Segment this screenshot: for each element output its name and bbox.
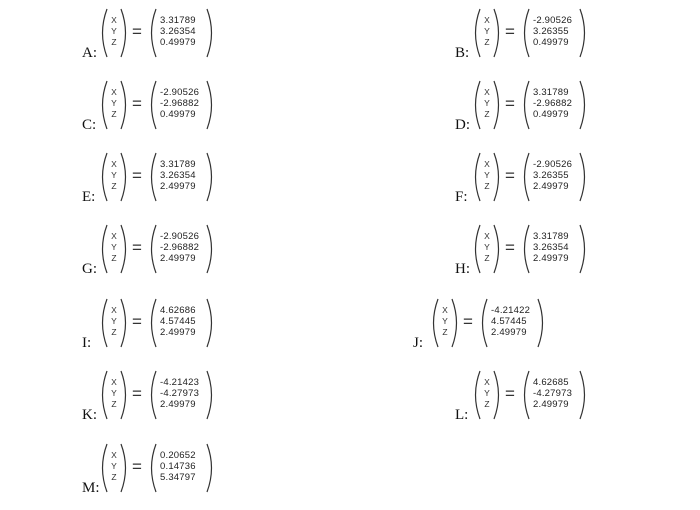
right-paren — [119, 298, 131, 348]
right-paren — [205, 224, 217, 274]
left-paren — [146, 80, 158, 130]
variable-list — [482, 159, 492, 192]
variable-y: Y — [484, 242, 490, 252]
left-paren — [519, 152, 531, 202]
option-letter: L: — [455, 407, 469, 423]
value-z: 5.34797 — [160, 472, 196, 483]
variable-y: Y — [111, 170, 117, 180]
value-list — [160, 231, 230, 264]
left-paren — [519, 370, 531, 420]
variable-list — [482, 15, 492, 48]
variable-z: Z — [484, 253, 490, 263]
left-paren — [97, 298, 109, 348]
variable-list — [109, 377, 119, 410]
variable-y: Y — [484, 170, 490, 180]
value-list — [533, 377, 603, 410]
option-i[interactable] — [82, 298, 222, 354]
variable-x: X — [111, 15, 117, 25]
variable-list — [482, 231, 492, 264]
equals-sign: = — [132, 238, 142, 257]
value-y: 3.26355 — [533, 26, 569, 37]
value-x: 0.20652 — [160, 450, 196, 461]
right-paren — [205, 8, 217, 58]
equals-sign: = — [505, 94, 515, 113]
option-letter: M: — [82, 480, 100, 496]
option-h[interactable] — [455, 224, 595, 280]
option-letter: K: — [82, 407, 97, 423]
equals-sign: = — [505, 22, 515, 41]
variable-z: Z — [111, 181, 117, 191]
variable-y: Y — [111, 388, 117, 398]
value-y: 3.26354 — [160, 26, 196, 37]
left-paren — [470, 370, 482, 420]
option-letter: B: — [455, 45, 470, 61]
equals-sign: = — [132, 312, 142, 331]
value-x: 4.62686 — [160, 305, 196, 316]
variable-y: Y — [484, 388, 490, 398]
equals-sign: = — [132, 384, 142, 403]
variable-x: X — [111, 231, 117, 241]
option-letter: A: — [82, 45, 97, 61]
variable-z: Z — [111, 37, 117, 47]
option-letter: C: — [82, 117, 97, 133]
right-paren — [492, 224, 504, 274]
variable-z: Z — [111, 253, 117, 263]
option-m[interactable] — [82, 443, 222, 499]
option-f[interactable] — [455, 152, 595, 208]
variable-z: Z — [111, 472, 117, 482]
option-j[interactable] — [413, 298, 553, 354]
variable-y: Y — [111, 26, 117, 36]
value-z: 0.49979 — [533, 109, 569, 120]
left-paren — [97, 8, 109, 58]
right-paren — [578, 370, 590, 420]
equals-sign: = — [132, 457, 142, 476]
variable-x: X — [484, 159, 490, 169]
value-z: 0.49979 — [533, 37, 569, 48]
right-paren — [450, 298, 462, 348]
value-y: 4.57445 — [491, 316, 527, 327]
option-letter: J: — [413, 335, 424, 351]
variable-list — [109, 231, 119, 264]
value-y: 3.26354 — [533, 242, 569, 253]
value-list — [533, 87, 603, 120]
left-paren — [97, 443, 109, 493]
variable-z: Z — [111, 327, 117, 337]
variable-y: Y — [111, 461, 117, 471]
option-letter: H: — [455, 261, 470, 277]
right-paren — [578, 224, 590, 274]
right-paren — [205, 443, 217, 493]
equals-sign: = — [132, 94, 142, 113]
left-paren — [146, 224, 158, 274]
right-paren — [492, 370, 504, 420]
value-x: -2.90526 — [533, 15, 573, 26]
value-list — [160, 305, 230, 338]
left-paren — [146, 443, 158, 493]
variable-z: Z — [442, 327, 448, 337]
value-list — [160, 159, 230, 192]
left-paren — [97, 152, 109, 202]
right-paren — [536, 298, 548, 348]
option-letter: E: — [82, 189, 96, 205]
value-z: 0.49979 — [160, 109, 196, 120]
left-paren — [470, 152, 482, 202]
option-c[interactable] — [82, 80, 222, 136]
value-list — [533, 159, 603, 192]
value-y: 3.26355 — [533, 170, 569, 181]
value-list — [160, 377, 230, 410]
value-list — [160, 87, 230, 120]
value-x: 3.31789 — [160, 15, 196, 26]
value-x: -4.21422 — [491, 305, 531, 316]
option-letter: D: — [455, 117, 470, 133]
left-paren — [146, 298, 158, 348]
left-paren — [97, 370, 109, 420]
left-paren — [97, 224, 109, 274]
equals-sign: = — [463, 312, 473, 331]
option-b[interactable] — [455, 8, 595, 64]
value-z: 2.49979 — [533, 253, 569, 264]
variable-x: X — [111, 377, 117, 387]
variable-y: Y — [442, 316, 448, 326]
left-paren — [97, 80, 109, 130]
option-letter: G: — [82, 261, 97, 277]
variable-y: Y — [111, 242, 117, 252]
option-a[interactable] — [82, 8, 222, 64]
value-y: -4.27973 — [160, 388, 200, 399]
variable-y: Y — [111, 316, 117, 326]
right-paren — [205, 80, 217, 130]
value-y: -2.96882 — [160, 98, 200, 109]
right-paren — [578, 80, 590, 130]
option-letter: F: — [455, 189, 468, 205]
value-x: 3.31789 — [533, 231, 569, 242]
right-paren — [492, 80, 504, 130]
equals-sign: = — [505, 384, 515, 403]
left-paren — [519, 80, 531, 130]
value-z: 2.49979 — [160, 181, 196, 192]
right-paren — [205, 370, 217, 420]
variable-list — [109, 87, 119, 120]
value-x: -2.90526 — [160, 87, 200, 98]
right-paren — [119, 224, 131, 274]
variable-x: X — [484, 377, 490, 387]
left-paren — [470, 80, 482, 130]
value-list — [160, 15, 230, 48]
value-x: 3.31789 — [533, 87, 569, 98]
value-z: 2.49979 — [160, 399, 196, 410]
value-y: 4.57445 — [160, 316, 196, 327]
right-paren — [119, 152, 131, 202]
equals-sign: = — [505, 166, 515, 185]
variable-list — [109, 15, 119, 48]
right-paren — [119, 370, 131, 420]
right-paren — [492, 152, 504, 202]
left-paren — [146, 370, 158, 420]
value-list — [491, 305, 561, 338]
right-paren — [578, 8, 590, 58]
variable-z: Z — [484, 181, 490, 191]
variable-x: X — [111, 159, 117, 169]
variable-x: X — [111, 87, 117, 97]
option-k[interactable] — [82, 370, 222, 426]
variable-x: X — [484, 87, 490, 97]
right-paren — [578, 152, 590, 202]
variable-z: Z — [484, 37, 490, 47]
value-x: -2.90526 — [160, 231, 200, 242]
variable-list — [109, 450, 119, 483]
value-y: -4.27973 — [533, 388, 573, 399]
variable-x: X — [111, 450, 117, 460]
variable-list — [482, 377, 492, 410]
variable-x: X — [442, 305, 448, 315]
option-l[interactable] — [455, 370, 595, 426]
variable-z: Z — [111, 109, 117, 119]
equals-sign: = — [132, 166, 142, 185]
value-z: 0.49979 — [160, 37, 196, 48]
left-paren — [428, 298, 440, 348]
value-y: 3.26354 — [160, 170, 196, 181]
variable-y: Y — [111, 98, 117, 108]
variable-y: Y — [484, 26, 490, 36]
variable-list — [109, 159, 119, 192]
value-z: 2.49979 — [160, 253, 196, 264]
equals-sign: = — [132, 22, 142, 41]
left-paren — [146, 152, 158, 202]
right-paren — [205, 152, 217, 202]
value-list — [533, 231, 603, 264]
variable-x: X — [484, 15, 490, 25]
option-e[interactable] — [82, 152, 222, 208]
option-g[interactable] — [82, 224, 222, 280]
left-paren — [146, 8, 158, 58]
value-x: 4.62685 — [533, 377, 569, 388]
right-paren — [119, 443, 131, 493]
variable-x: X — [484, 231, 490, 241]
right-paren — [119, 8, 131, 58]
equals-sign: = — [505, 238, 515, 257]
option-letter: I: — [82, 335, 92, 351]
right-paren — [205, 298, 217, 348]
left-paren — [519, 224, 531, 274]
variable-list — [109, 305, 119, 338]
value-x: -4.21423 — [160, 377, 200, 388]
variable-y: Y — [484, 98, 490, 108]
variable-x: X — [111, 305, 117, 315]
value-z: 2.49979 — [160, 327, 196, 338]
left-paren — [470, 224, 482, 274]
value-y: 0.14736 — [160, 461, 196, 472]
value-x: -2.90526 — [533, 159, 573, 170]
left-paren — [477, 298, 489, 348]
variable-z: Z — [484, 109, 490, 119]
left-paren — [519, 8, 531, 58]
variable-z: Z — [111, 399, 117, 409]
variable-list — [482, 87, 492, 120]
value-x: 3.31789 — [160, 159, 196, 170]
right-paren — [492, 8, 504, 58]
variable-list — [440, 305, 450, 338]
value-list — [160, 450, 230, 483]
value-z: 2.49979 — [533, 181, 569, 192]
value-y: -2.96882 — [533, 98, 573, 109]
value-y: -2.96882 — [160, 242, 200, 253]
option-d[interactable] — [455, 80, 595, 136]
variable-z: Z — [484, 399, 490, 409]
left-paren — [470, 8, 482, 58]
value-z: 2.49979 — [533, 399, 569, 410]
value-z: 2.49979 — [491, 327, 527, 338]
value-list — [533, 15, 603, 48]
right-paren — [119, 80, 131, 130]
